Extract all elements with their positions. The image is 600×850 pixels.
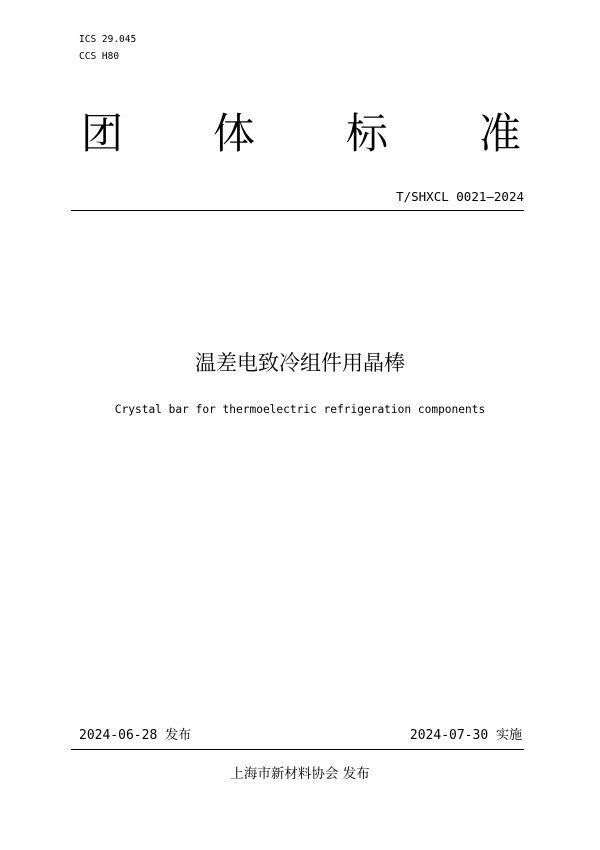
document-type-char: 团 [80,109,123,158]
effective-date: 2024-07-30 实施 [409,728,522,743]
bottom-divider [71,749,524,750]
standard-number: T/SHXCL 0021—2024 [396,189,524,204]
standard-title-en: Crystal bar for thermoelectric refrigeration components [114,403,486,416]
standard-title-zh: 温差电致冷组件用晶棒 [195,351,405,375]
top-divider [71,210,524,211]
issue-date: 2024-06-28 发布 [79,728,192,743]
document-type-char: 准 [478,109,521,158]
document-type-char: 标 [345,109,388,158]
ccs-code: CCS H80 [79,51,120,62]
document-type-char: 体 [212,109,255,158]
publisher: 上海市新材料协会 发布 [230,766,370,782]
document-type-heading [80,108,522,160]
ics-code: ICS 29.045 [79,34,137,45]
